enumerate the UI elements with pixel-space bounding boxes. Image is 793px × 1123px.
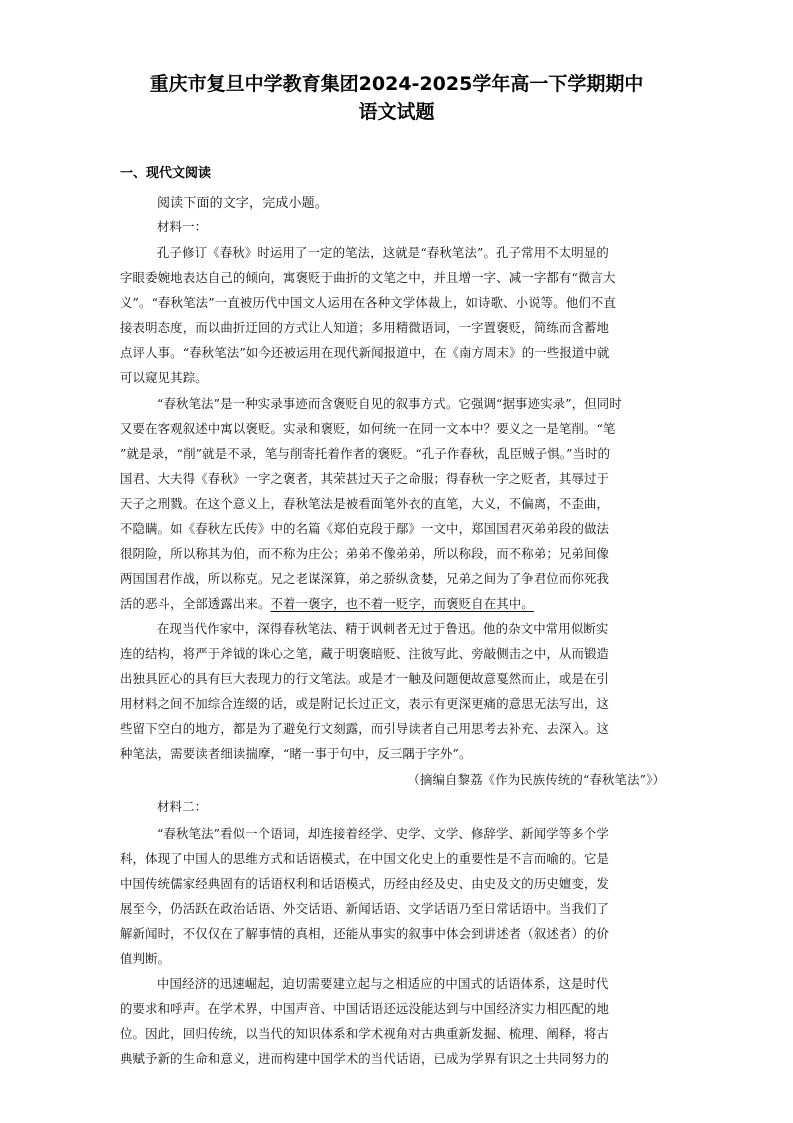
m1-p3-line: 些留下空白的地方，都是为了避免行文刻露，而引导读者自己用思考去补充、去深入。这 [120,721,610,736]
m1-p3-line: 在现当代作家中，深得春秋笔法、精于讽刺者无过于鲁迅。他的杂文中常用似断实 [157,621,609,636]
m1-p1-line: 孔子修订《春秋》时运用了一定的笔法，这就是“春秋笔法”。孔子常用不太明显的 [157,245,609,260]
m1-p2-line: 国君、大夫得《春秋》一字之褒者，其荣甚过天子之命服；得春秋一字之贬者，其辱过于 [120,471,610,486]
m2-p1-line: “春秋笔法”看似一个语词，却连接着经学、史学、文学、修辞学、新闻学等多个学 [157,826,609,841]
m1-p2-line: 又要在客观叙述中寓以褒贬。实录和褒贬，如何统一在同一文本中？要义之一是笔削。“笔 [120,421,616,436]
material2-label: 材料二： [157,799,208,814]
m1-p1-line: 接表明态度，而以曲折迂回的方式让人知道；多用精微语词，一字置褒贬，简练而含蓄地 [120,320,610,335]
m1-p3-line: 出独具匠心的具有巨大表现力的行文笔法。或是才一触及问题便故意戛然而止，或是在引 [120,671,610,686]
m1-p3-line: 种笔法，需要读者细读揣摩，“睹一事于句中，反三隅于字外”。 [120,746,472,761]
m1-p1-line: 字眼委婉地表达自己的倾向，寓褒贬于曲折的文笔之中，并且增一字、减一字都有“微言大 [120,270,616,285]
m2-p1-line: 解新闻时，不仅仅在了解事情的真相，还能从事实的叙事中体会到讲述者（叙述者）的价 [120,926,610,941]
material1-source: （摘编自黎荔《作为民族传统的“春秋笔法”》） [407,772,665,787]
m1-p1-line: 可以窥见其踪。 [120,370,208,385]
m2-p2-line: 位。因此，回归传统，以当代的知识体系和学术视角对古典重新发掘、梳理、阐释，将古 [120,1026,610,1041]
m1-p3-line: 用材料之间不加综合连缀的话，或是附记长过正文，表示有更深更痛的意思无法写出，这 [120,696,610,711]
instruction-text: 阅读下面的文字，完成小题。 [157,196,328,211]
m1-p2-line: 两国国君作战，所以称克。兄之老谋深算，弟之骄纵贪婪，兄弟之间为了争君位而你死我 [120,571,610,586]
m1-p2-last-line [120,594,534,612]
material1-label: 材料一： [157,219,208,234]
m1-p2-line: 天子之刑戮。在这个意义上，春秋笔法是被看面笔外衣的直笔，大义，不偏离，不歪曲， [120,496,610,511]
m1-p2-line: 不隐瞒。如《春秋左氏传》中的名篇《郑伯克段于鄢》一文中，郑国国君灭弟弟段的做法 [120,521,610,536]
m2-p1-line: 展至今，仍活跃在政治话语、外交话语、新闻话语、文学话语乃至日常话语中。当我们了 [120,901,610,916]
m2-p2-line: 的要求和呼声。在学术界，中国声音、中国话语还远没能达到与中国经济实力相匹配的地 [120,1001,610,1016]
m2-p1-line: 值判断。 [120,951,171,966]
title-line-2: 语文试题 [358,101,435,123]
document-title [120,70,673,126]
m2-p1-line: 中国传统儒家经典固有的话语权利和话语模式，历经由经及史、由史及文的历史嬗变，发 [120,876,610,891]
m1-p2-line: 很阴险，所以称其为伯，而不称为庄公；弟弟不像弟弟，所以称段，而不称弟；兄弟间像 [120,546,610,561]
m1-p3-line: 连的结构，将严于斧钺的诛心之笔，藏于明褒暗贬、注彼写此、旁敲侧击之中，从而锻造 [120,646,610,661]
m2-p2-line: 中国经济的迅速崛起，迫切需要建立起与之相适应的中国式的话语体系，这是时代 [157,976,609,991]
m1-p2-line-text: 活的恶斗，全部透露出来。 [120,596,271,611]
title-line-1: 重庆市复旦中学教育集团2024-2025学年高一下学期期中 [149,73,644,95]
underlined-sentence: 不着一褒字，也不着一贬字，而褒贬自在其中。 [270,596,534,611]
m1-p2-line: “春秋笔法”是一种实录事迹而含褒贬自见的叙事方式。它强调“据事迹实录”，但同时 [157,396,622,411]
m1-p1-line: 义”。“春秋笔法”一直被历代中国文人运用在各种文学体裁上，如诗歌、小说等。他们不直 [120,295,616,310]
m2-p1-line: 科，体现了中国人的思维方式和话语模式，在中国文化史上的重要性是不言而喻的。它是 [120,851,610,866]
m1-p1-line: 点评人事。“春秋笔法”如今还被运用在现代新闻报道中，在《南方周末》的一些报道中就 [120,345,610,360]
section-heading: 一、现代文阅读 [120,166,212,181]
m2-p2-line: 典赋予新的生命和意义，进而构建中国学术的当代话语，已成为学界有识之士共同努力的 [120,1051,610,1066]
m1-p2-line: ”就是录，“削”就是不录，笔与削寄托着作者的褒贬。“孔子作春秋，乱臣贼子惧。”当时的 [120,446,611,461]
